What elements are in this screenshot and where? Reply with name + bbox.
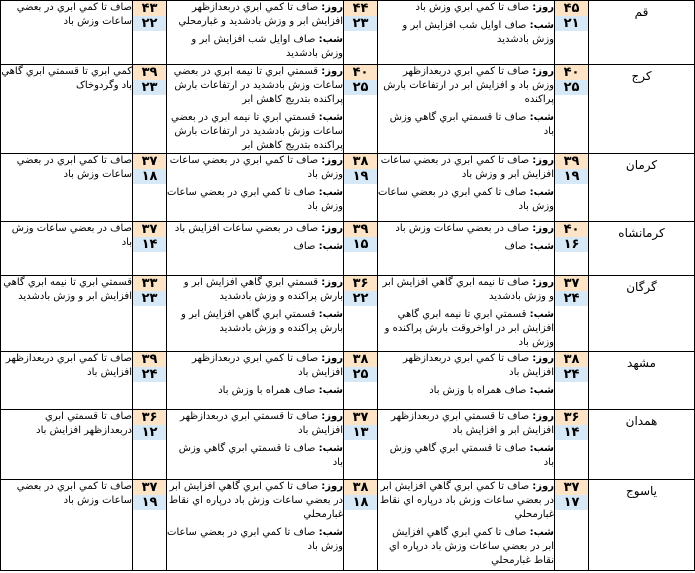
night-label: شب: <box>529 241 554 252</box>
forecast-text-cell <box>378 222 555 276</box>
day-forecast <box>167 410 343 438</box>
day-forecast <box>167 1 343 29</box>
day-label: روز: <box>532 223 554 234</box>
day-label: روز: <box>532 353 554 364</box>
city-cell <box>589 480 695 571</box>
night-label: شب: <box>529 112 554 123</box>
night-forecast <box>167 384 343 398</box>
night-text: صاف <box>293 241 316 252</box>
city-cell <box>589 352 695 410</box>
temp-cell <box>555 65 589 154</box>
city-cell <box>589 222 695 276</box>
forecast-text-cell <box>378 276 555 352</box>
table-row <box>1 222 695 276</box>
night-label: شب: <box>318 112 343 123</box>
night-forecast <box>378 186 554 214</box>
min-temp: ۱۷ <box>555 495 588 510</box>
forecast-text-cell <box>378 410 555 480</box>
day-forecast <box>167 276 343 304</box>
day-text: صاف تا قسمتي ابري دربعدازظهر افزايش ابر و افزايش باد <box>391 411 554 436</box>
day-label: روز: <box>532 411 554 422</box>
night-label: شب: <box>318 385 343 396</box>
day-text: صاف تا کمي ابري در بعضي ساعات وزش باد <box>169 155 343 180</box>
day-label: روز: <box>321 411 343 422</box>
forecast-text: قسمتي ابري تا نيمه ابري گاهي افزايش ابر و وزش بادشديد <box>3 277 132 302</box>
night-text: صاف تا کمي ابري در بعضي ساعات وزش باد <box>167 187 343 212</box>
max-temp: ۳۸ <box>344 154 377 169</box>
min-temp: ۲۵ <box>555 80 588 95</box>
city-cell <box>589 276 695 352</box>
night-forecast <box>378 526 554 568</box>
night-label: شب: <box>529 527 554 538</box>
min-temp: ۱۵ <box>344 237 377 252</box>
max-temp: ۴۵ <box>555 1 588 16</box>
night-text: قسمتي ابري تا نيمه ابري در بعضي ساعات وزش بادشديد در ارتفاعات بارش پراکنده بتدريج کاهش ابر <box>171 112 343 151</box>
day-forecast <box>167 480 343 522</box>
forecast-text-cell <box>1 65 133 154</box>
min-temp: ۱۸ <box>344 495 377 510</box>
temp-cell <box>133 222 167 276</box>
night-text: صاف اوايل شب افزايش ابر و وزش بادشديد <box>402 20 554 45</box>
night-text: صاف تا قسمتي ابري گاهي وزش باد <box>389 443 554 468</box>
day-text: قسمتي ابري گاهي افزايش ابر و بارش پراکنده و وزش بادشديد <box>183 277 343 302</box>
day-forecast <box>167 352 343 380</box>
night-label: شب: <box>318 187 343 198</box>
night-label: شب: <box>529 309 554 320</box>
max-temp: ۳۷ <box>133 154 166 169</box>
forecast-text-cell <box>167 154 344 222</box>
min-temp: ۱۲ <box>133 425 166 440</box>
min-temp: ۲۳ <box>133 291 166 306</box>
table-row <box>1 276 695 352</box>
min-temp: ۱۳ <box>344 425 377 440</box>
min-temp: ۱۴ <box>555 425 588 440</box>
night-forecast <box>167 240 343 254</box>
temp-cell <box>555 222 589 276</box>
forecast-text-cell <box>167 352 344 410</box>
day-label: روز: <box>532 481 554 492</box>
day-text: صاف در بعضي ساعات وزش باد <box>395 223 530 234</box>
max-temp: ۳۹ <box>555 154 588 169</box>
forecast-text-cell <box>167 1 344 65</box>
day-label: روز: <box>532 2 554 13</box>
day-label: روز: <box>532 277 554 288</box>
forecast-text: صاف تا کمي ابري در بعضي ساعات وزش باد <box>16 2 132 27</box>
temp-cell <box>133 410 167 480</box>
forecast-text-cell <box>1 1 133 65</box>
forecast-text-cell <box>167 276 344 352</box>
city-cell <box>589 1 695 65</box>
night-forecast <box>378 240 554 254</box>
temp-cell <box>344 410 378 480</box>
night-text: صاف اوايل شب افزايش ابر و وزش بادشديد <box>191 34 343 59</box>
night-forecast <box>378 111 554 139</box>
max-temp: ۴۴ <box>344 1 377 16</box>
day-text: صاف تا کمي ابري گاهي افزايش ابر در بعضي ساعات وزش باد درپاره اي نقاط غبارمحلي <box>168 481 343 520</box>
day-forecast <box>167 154 343 182</box>
day-forecast <box>378 276 554 304</box>
night-text: قسمتي ابري تا نيمه ابري گاهي افزايش ابر در اواخروقت بارش پراکنده و وزش باد <box>384 309 554 348</box>
night-label: شب: <box>529 20 554 31</box>
temp-cell <box>555 154 589 222</box>
temp-cell <box>344 480 378 571</box>
city-cell <box>589 65 695 154</box>
max-temp: ۳۶ <box>133 410 166 425</box>
day-label: روز: <box>321 66 343 77</box>
forecast-text-cell <box>1 352 133 410</box>
night-text: صاف <box>504 241 527 252</box>
table-row <box>1 1 695 65</box>
day-label: روز: <box>532 66 554 77</box>
forecast-text: کمي ابري تا قسمتي ابري گاهي باد وگردوخاک <box>1 66 132 91</box>
day-text: صاف تا کمي ابري در بعضي ساعات افزايش ابر و وزش باد <box>380 155 554 180</box>
forecast-text-cell <box>378 154 555 222</box>
day-text: صاف تا کمي ابري دربعدازظهر افزايش باد <box>192 353 343 378</box>
temp-cell <box>133 480 167 571</box>
day-forecast <box>378 410 554 438</box>
day-label: روز: <box>321 155 343 166</box>
min-temp: ۲۴ <box>133 367 166 382</box>
forecast-text-cell <box>167 480 344 571</box>
temp-cell <box>344 154 378 222</box>
day-forecast <box>167 65 343 107</box>
min-temp: ۱۹ <box>133 495 166 510</box>
forecast-text-cell <box>378 480 555 571</box>
day-label: روز: <box>321 223 343 234</box>
max-temp: ۴۰ <box>555 65 588 80</box>
temp-cell <box>133 154 167 222</box>
city-name: مشهد <box>627 356 656 370</box>
night-text: صاف تا کمي ابري گاهي افزايش ابر در بعضي ساعات وزش باد درپاره اي نقاط غبارمحلي <box>388 527 554 566</box>
min-temp: ۱۹ <box>344 169 377 184</box>
night-label: شب: <box>529 385 554 396</box>
forecast-text-cell <box>1 480 133 571</box>
max-temp: ۳۹ <box>344 222 377 237</box>
min-temp: ۱۸ <box>133 169 166 184</box>
day-forecast <box>378 222 554 236</box>
night-text: صاف تا قسمتي ابري گاهي وزش باد <box>178 443 343 468</box>
night-label: شب: <box>318 443 343 454</box>
max-temp: ۳۶ <box>555 410 588 425</box>
min-temp: ۲۵ <box>344 367 377 382</box>
night-forecast <box>167 33 343 61</box>
day-label: روز: <box>321 353 343 364</box>
temp-cell <box>344 65 378 154</box>
table-row <box>1 65 695 154</box>
forecast-text-cell <box>167 65 344 154</box>
temp-cell <box>344 276 378 352</box>
min-temp: ۲۴ <box>555 291 588 306</box>
city-cell <box>589 410 695 480</box>
day-text: قسمتي ابري تا نيمه ابري در بعضي ساعات وزش بادشديد در ارتفاعات بارش پراکنده بتدريج کاهش ابر <box>173 66 343 105</box>
table-row <box>1 480 695 571</box>
night-label: شب: <box>318 527 343 538</box>
min-temp: ۱۴ <box>133 237 166 252</box>
night-forecast <box>378 19 554 47</box>
max-temp: ۳۹ <box>133 352 166 367</box>
max-temp: ۴۳ <box>133 1 166 16</box>
day-forecast <box>378 352 554 380</box>
max-temp: ۳۷ <box>555 276 588 291</box>
min-temp: ۲۵ <box>344 80 377 95</box>
day-text: صاف تا کمي ابري وزش باد <box>415 2 530 13</box>
max-temp: ۳۷ <box>555 480 588 495</box>
forecast-text-cell <box>378 352 555 410</box>
night-forecast <box>167 186 343 214</box>
night-text: صاف تا کمي ابري در بعضي ساعات وزش باد <box>378 187 554 212</box>
forecast-text-cell <box>378 65 555 154</box>
city-name: گرگان <box>626 280 657 294</box>
min-temp: ۲۴ <box>555 367 588 382</box>
night-forecast <box>167 526 343 554</box>
temp-cell <box>555 352 589 410</box>
max-temp: ۳۷ <box>133 222 166 237</box>
min-temp: ۲۳ <box>133 80 166 95</box>
temp-cell <box>133 65 167 154</box>
day-forecast <box>167 222 343 236</box>
max-temp: ۳۸ <box>555 352 588 367</box>
night-forecast <box>378 308 554 350</box>
night-text: قسمتي ابري گاهي افزايش ابر و بارش پراکنده و وزش بادشديد <box>181 309 343 334</box>
forecast-text: صاف تا قسمتي ابري دربعدازظهر افزايش باد <box>36 411 132 436</box>
forecast-text: صاف تا کمي ابري دربعدازظهر افزايش باد <box>5 353 132 378</box>
max-temp: ۳۷ <box>344 410 377 425</box>
day-forecast <box>378 1 554 15</box>
day-forecast <box>378 480 554 522</box>
day-text: صاف در بعضي ساعات افزايش باد <box>174 223 319 234</box>
day-forecast <box>378 154 554 182</box>
temp-cell <box>555 480 589 571</box>
forecast-text-cell <box>1 276 133 352</box>
night-forecast <box>378 442 554 470</box>
forecast-text-cell <box>167 410 344 480</box>
night-label: شب: <box>529 187 554 198</box>
forecast-text-cell <box>1 410 133 480</box>
night-forecast <box>378 384 554 398</box>
temp-cell <box>133 352 167 410</box>
min-temp: ۲۲ <box>133 16 166 31</box>
day-forecast <box>378 65 554 107</box>
max-temp: ۳۸ <box>344 352 377 367</box>
temp-cell <box>555 1 589 65</box>
city-name: کرج <box>631 69 652 83</box>
night-label: شب: <box>318 34 343 45</box>
city-name: قم <box>634 5 649 19</box>
temp-cell <box>555 410 589 480</box>
max-temp: ۳۳ <box>133 276 166 291</box>
night-label: شب: <box>318 309 343 320</box>
max-temp: ۳۸ <box>344 480 377 495</box>
temp-cell <box>133 1 167 65</box>
temp-cell <box>133 276 167 352</box>
forecast-text-cell <box>167 222 344 276</box>
max-temp: ۳۷ <box>133 480 166 495</box>
min-temp: ۱۹ <box>555 169 588 184</box>
temp-cell <box>344 352 378 410</box>
night-forecast <box>167 111 343 153</box>
max-temp: ۴۰ <box>344 65 377 80</box>
night-forecast <box>167 308 343 336</box>
day-text: صاف تا کمي ابري دربعدازظهر افزايش باد <box>403 353 554 378</box>
city-name: کرمانشاه <box>618 226 665 240</box>
table-row <box>1 410 695 480</box>
day-label: روز: <box>321 277 343 288</box>
day-text: صاف تا کمي ابري دربعدازظهر افزايش ابر و وزش بادشديد و غبارمحلي <box>178 2 343 27</box>
night-text: صاف همراه با وزش باد <box>218 385 316 396</box>
day-text: صاف تا نيمه ابري گاهي افزايش ابر و وزش بادشديد <box>382 277 554 302</box>
temp-cell <box>344 222 378 276</box>
min-temp: ۱۶ <box>555 237 588 252</box>
night-text: صاف تا کمي ابري در بعضي ساعات وزش باد <box>167 527 343 552</box>
day-label: روز: <box>321 2 343 13</box>
forecast-text: صاف تا کمي ابري در بعضي ساعات وزش باد <box>16 155 132 180</box>
day-text: صاف تا کمي ابري دربعدازظهر وزش باد و افزايش ابر در ارتفاعات بارش پراکنده <box>383 66 554 105</box>
forecast-text-cell <box>1 222 133 276</box>
max-temp: ۳۶ <box>344 276 377 291</box>
night-forecast <box>167 442 343 470</box>
temp-cell <box>344 1 378 65</box>
max-temp: ۴۰ <box>555 222 588 237</box>
city-cell <box>589 154 695 222</box>
night-text: صاف همراه با وزش باد <box>429 385 527 396</box>
min-temp: ۲۳ <box>344 16 377 31</box>
forecast-text-cell <box>378 1 555 65</box>
temp-cell <box>555 276 589 352</box>
min-temp: ۲۱ <box>555 16 588 31</box>
forecast-text-cell <box>1 154 133 222</box>
night-label: شب: <box>529 443 554 454</box>
city-name: ياسوج <box>626 484 657 498</box>
min-temp: ۲۲ <box>344 291 377 306</box>
forecast-text: صاف در بعضي ساعات وزش باد <box>11 223 132 248</box>
table-row <box>1 352 695 410</box>
night-label: شب: <box>318 241 343 252</box>
day-text: صاف تا کمي ابري گاهي افزايش ابر در بعضي ساعات وزش باد درپاره اي نقاط غبارمحلي <box>379 481 554 520</box>
table-row <box>1 154 695 222</box>
day-label: روز: <box>321 481 343 492</box>
city-name: کرمان <box>625 158 658 172</box>
max-temp: ۳۹ <box>133 65 166 80</box>
forecast-text: صاف تا کمي ابري در بعضي ساعات وزش باد <box>16 481 132 506</box>
night-text: صاف تا قسمتي ابري گاهي وزش باد <box>389 112 554 137</box>
day-text: صاف تا قسمتي ابري دربعدازظهر افزايش باد <box>180 411 343 436</box>
day-label: روز: <box>532 155 554 166</box>
city-name: همدان <box>625 414 658 428</box>
